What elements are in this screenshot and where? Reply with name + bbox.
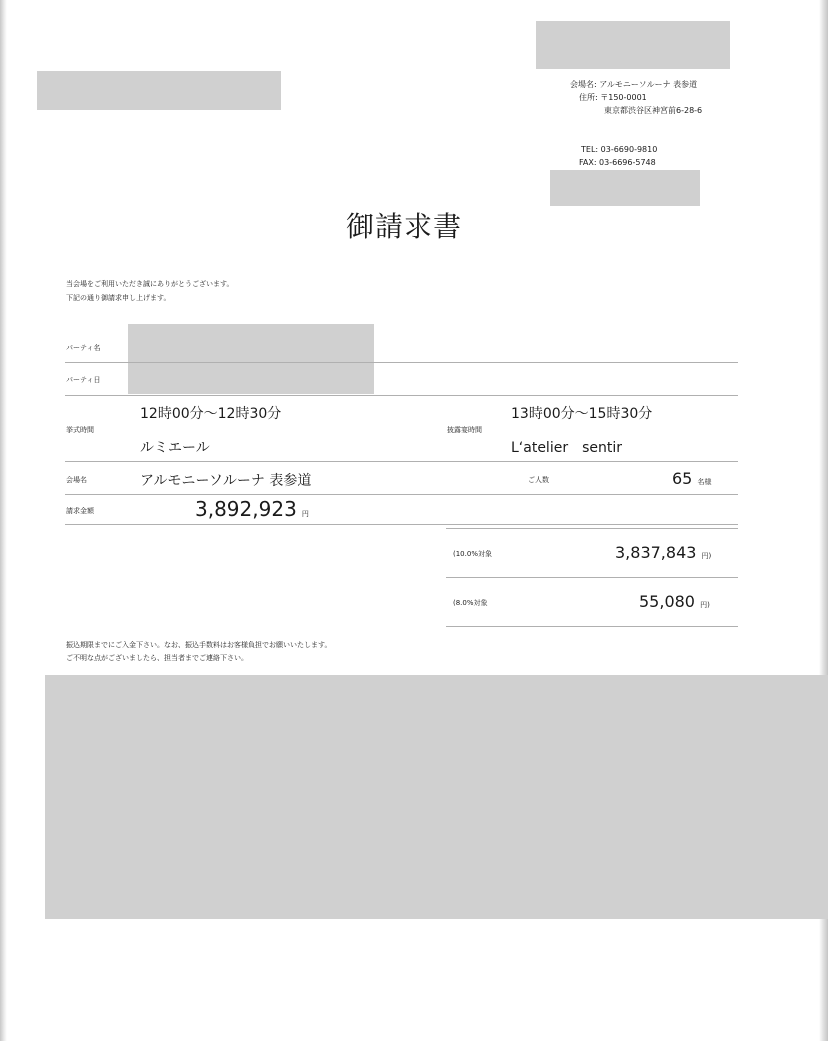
redacted-logo	[536, 21, 730, 69]
ceremony-time: 12時00分〜12時30分	[140, 406, 282, 422]
guests-value: 65	[672, 469, 693, 488]
tax8-amount	[639, 592, 710, 611]
party-date-label: パーティ日	[66, 376, 101, 384]
reception-label: 披露宴時間	[447, 426, 482, 434]
table-rule	[65, 461, 738, 462]
invoice-amount	[195, 497, 309, 521]
note-line-2: ご不明な点がございましたら、担当者までご連絡下さい。	[66, 654, 248, 662]
tax8-value: 55,080	[639, 592, 695, 611]
page-title: 御請求書	[346, 210, 463, 243]
tax10-amount	[615, 543, 711, 562]
table-rule	[446, 577, 738, 578]
greeting-line-1: 当会場をご利用いただき誠にありがとうございます。	[66, 280, 234, 288]
reception-time: 13時00分〜15時30分	[511, 406, 653, 422]
venue-tel: TEL: 03-6690-9810	[581, 145, 658, 154]
venue-address-line: 東京都渋谷区神宮前6-28-6	[604, 106, 703, 115]
tax8-label: (8.0%対象	[453, 599, 488, 607]
table-rule	[65, 524, 738, 525]
tax10-label: (10.0%対象	[453, 550, 492, 558]
guests-unit: 名様	[697, 478, 712, 486]
note-line-1: 振込期限までにご入金下さい。なお、振込手数料はお客様負担でお願いいたします。	[66, 641, 332, 649]
table-rule	[446, 626, 738, 627]
venue-fax: FAX: 03-6696-5748	[579, 158, 656, 167]
venue-value: アルモニーソルーナ 表参道	[140, 473, 312, 489]
guests-count	[672, 469, 711, 488]
greeting-line-2: 下記の通り御請求申し上げます。	[66, 294, 171, 302]
amount-unit: 円	[301, 510, 309, 518]
ceremony-room: ルミエール	[140, 440, 210, 456]
reception-room: L‘atelier sentir	[511, 440, 622, 456]
amount-value: 3,892,923	[195, 497, 297, 521]
redacted-party-info	[128, 324, 374, 394]
tax10-unit: 円)	[701, 552, 712, 560]
table-rule	[446, 528, 738, 529]
table-rule	[65, 362, 738, 363]
venue-label: 会場名	[66, 476, 87, 484]
party-name-label: パーティ名	[66, 344, 101, 352]
redacted-bank-details	[45, 675, 828, 919]
venue-postal-line: 住所: 〒150-0001	[579, 93, 647, 102]
redacted-stamp	[550, 170, 700, 206]
amount-label: 請求金額	[66, 507, 94, 515]
ceremony-label: 挙式時間	[66, 426, 94, 434]
table-rule	[65, 494, 738, 495]
tax8-unit: 円)	[700, 601, 710, 609]
guests-label: ご人数	[528, 476, 549, 484]
page-edge-left	[0, 0, 7, 1041]
table-rule	[65, 395, 738, 396]
tax10-value: 3,837,843	[615, 543, 697, 562]
venue-name-line: 会場名: アルモニーソルーナ 表参道	[570, 80, 698, 89]
redacted-recipient	[37, 71, 281, 110]
